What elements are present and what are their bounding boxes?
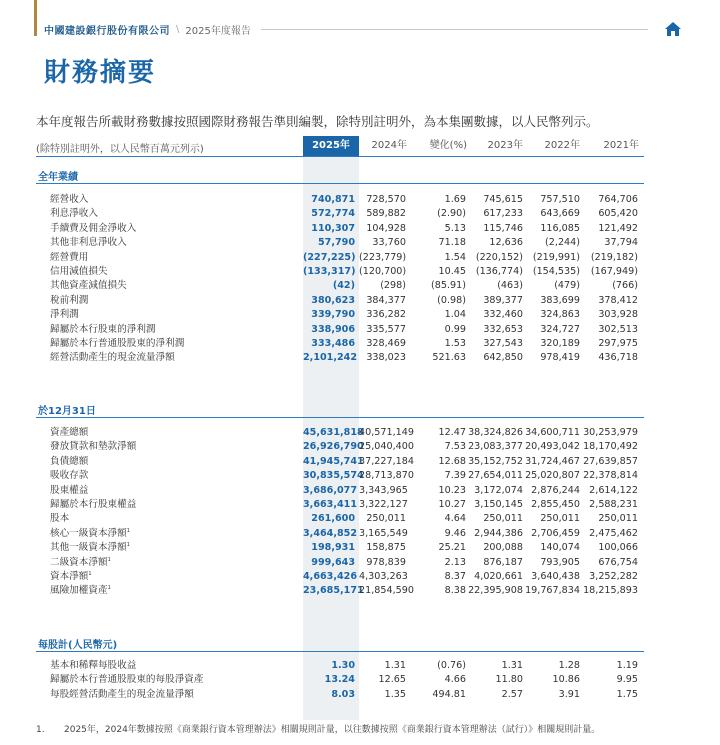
unit-note: (除特別註明外，以人民幣百萬元列示) [36,144,204,155]
cell-value: 297,975 [598,338,638,349]
cell-value: 8.38 [444,585,466,597]
cell-value: 1.35 [384,688,406,700]
cell-value: 617,233 [483,208,523,220]
row-label-text: 股本 [50,513,70,525]
table-header [36,136,644,157]
cell-value: 25,040,400 [359,441,414,453]
cell-value: 436,718 [598,352,638,364]
column-header-2023: 2023年 [487,140,523,151]
cell-value: (766) [612,280,638,292]
cell-value: 605,420 [598,208,638,220]
cell-value: 7.53 [444,441,466,453]
table-row [36,351,644,365]
section-title: 全年業績 [38,172,78,183]
table-row [36,308,644,322]
cell-value: (2,244) [545,237,580,249]
row-label-text: 吸收存款 [50,470,89,482]
row-label-text: 其他一級資本淨額 [50,542,127,554]
cell-value: 335,577 [366,323,406,335]
table-row [36,688,644,702]
cell-value: 22,395,908 [468,585,523,597]
cell-value: 3,343,965 [359,484,408,496]
row-label-text: 每股經營活動產生的現金流量淨額 [50,688,194,700]
cell-value: 1.30 [331,660,355,671]
row-label [50,351,175,365]
table-row [36,455,644,469]
cell-value: 250,011 [598,513,638,525]
cell-value: 30,835,574 [303,470,364,482]
cell-value: 110,307 [311,222,355,234]
cell-value: 18,170,492 [583,441,638,453]
cell-value: 33,760 [372,237,406,249]
cell-value: (220,152) [475,251,523,263]
cell-value: 7.39 [444,470,466,482]
cell-value: 3,464,852 [303,527,358,539]
header-accent-bar [34,0,37,36]
cell-value: (2.90) [437,208,466,220]
cell-value: 757,510 [540,194,580,205]
row-label [50,541,130,555]
row-label-text: 經營費用 [50,251,89,263]
cell-value: (219,991) [532,251,580,263]
column-header-2022: 2022年 [544,140,580,151]
row-label-text: 歸屬於本行普通股股東的每股淨資產 [50,674,204,686]
cell-value: 2,614,122 [589,484,638,496]
table-row [36,498,644,512]
cell-value: 38,324,826 [468,427,523,438]
cell-value: 23,083,377 [468,441,523,453]
row-label-text: 稅前利潤 [50,294,89,306]
cell-value: (0.76) [437,660,466,671]
cell-value: (219,182) [590,251,638,263]
cell-value: 389,377 [483,294,523,306]
row-label-text: 歸屬於本行股東權益 [50,499,137,510]
cell-value: 41,945,741 [303,455,364,467]
footnote [36,722,676,735]
cell-value: 34,600,711 [525,427,580,438]
row-label-text: 發放貸款和墊款淨額 [50,441,137,453]
page-header [44,19,684,39]
cell-value: 589,882 [366,208,406,220]
cell-value: 383,699 [540,294,580,306]
cell-value: (154,535) [532,266,580,277]
table-row [36,556,644,570]
cell-value: 250,011 [366,513,406,525]
table-row [36,207,644,221]
row-label-text: 其他非利息淨收入 [50,237,127,249]
cell-value: (227,225) [303,251,356,263]
cell-value: 27,654,011 [468,470,523,482]
cell-value: 332,460 [483,309,523,321]
cell-value: 328,469 [366,338,406,349]
cell-value: 115,746 [483,222,523,234]
cell-value: 339,790 [311,309,355,321]
footnote-text: 2025年，2024年數據按照《商業銀行資本管理辦法》相關規則計量，以往數據按照《商業銀行資本管理辦法（試行）》相關規則計量。 [64,725,601,735]
cell-value: 22,378,814 [583,470,638,482]
section-header [36,166,644,184]
cell-value: 4,663,426 [303,571,358,582]
cell-value: 380,623 [311,294,355,306]
table-row [36,222,644,236]
cell-value: 104,928 [366,222,406,234]
cell-value: 2.13 [444,556,466,568]
table-row [36,584,644,598]
cell-value: 3,640,438 [531,571,580,582]
cell-value: 3,172,074 [474,484,523,496]
section-title: 於12月31日 [38,406,96,417]
footnote-marker: 1 [107,556,111,563]
cell-value: 3,663,411 [303,499,358,510]
cell-value: 3,252,282 [589,571,638,582]
cell-value: 158,875 [366,542,406,554]
section-divider [36,651,644,652]
cell-value: 10.45 [438,266,466,277]
cell-value: 2,876,244 [531,484,580,496]
cell-value: 3,686,077 [303,484,358,496]
row-label-text: 資本淨額 [50,571,89,582]
cell-value: 0.99 [444,323,466,335]
cell-value: 12,636 [489,237,523,249]
row-label [50,584,111,598]
row-label [50,512,69,526]
section-header [36,400,644,418]
table-row [36,527,644,541]
cell-value: 4.66 [444,674,466,686]
cell-value: 2.57 [501,688,523,700]
cell-value: 338,023 [366,352,406,364]
section-divider [36,183,644,184]
cell-value: 4.64 [444,513,466,525]
row-label [50,294,88,308]
section-title: 每股計(人民幣元) [38,640,118,651]
row-label-text: 利息淨收入 [50,208,98,220]
cell-value: 9.46 [444,527,466,539]
cell-value: 1.53 [444,338,466,349]
table-row [36,193,644,207]
row-label-text: 資產總額 [50,427,89,438]
cell-value: 324,727 [540,323,580,335]
cell-value: 338,906 [311,323,355,335]
table-row [36,294,644,308]
cell-value: 384,377 [366,294,406,306]
cell-value: 23,685,171 [303,585,364,597]
cell-value: 13.24 [324,674,355,686]
cell-value: 37,794 [604,237,638,249]
table-row [36,484,644,498]
cell-value: 71.18 [438,237,466,249]
cell-value: 4,020,661 [474,571,523,582]
row-label [50,337,184,351]
cell-value: 302,513 [598,323,638,335]
cell-value: 121,492 [598,222,638,234]
cell-value: 250,011 [483,513,523,525]
cell-value: 10.23 [438,484,466,496]
cell-value: 8.03 [331,688,355,700]
cell-value: 2,855,450 [531,499,580,510]
table-row [36,659,644,673]
cell-value: (42) [332,280,355,292]
cell-value: 745,615 [483,194,523,205]
row-label [50,556,111,570]
row-label-text: 信用減值損失 [50,266,108,277]
table-row [36,236,644,250]
cell-value: 28,713,870 [359,470,414,482]
table-row [36,541,644,555]
row-label-text: 二級資本淨額 [50,556,108,568]
section-header [36,634,644,652]
cell-value: 1.28 [558,660,580,671]
table-row [36,512,644,526]
row-label [50,498,136,512]
report-name: 2025年度報告 [185,25,251,37]
cell-value: 45,631,818 [303,427,364,438]
row-label [50,440,136,454]
cell-value: 198,931 [311,542,355,554]
row-label-text: 經營活動產生的現金流量淨額 [50,352,175,364]
cell-value: 676,754 [598,556,638,568]
cell-value: 5.13 [444,222,466,234]
cell-value: 2,588,231 [589,499,638,510]
cell-value: 332,653 [483,323,523,335]
column-header-2021: 2021年 [603,140,639,151]
footnote-marker: 1 [126,527,130,534]
cell-value: 324,863 [540,309,580,321]
section-divider [36,417,644,418]
cell-value: (120,700) [359,266,407,277]
row-label [50,193,88,207]
cell-value: 643,669 [540,208,580,220]
table-row [36,251,644,265]
row-label-text: 經營收入 [50,194,89,205]
cell-value: (479) [554,280,580,292]
row-label-text: 股東權益 [50,484,89,496]
row-label-text: 負債總額 [50,455,89,467]
header-divider [261,29,648,30]
cell-value: 320,189 [540,338,580,349]
row-label-text: 基本和稀釋每股收益 [50,660,137,671]
column-header-2025: 2025年 [303,136,359,156]
row-label-text: 核心一級資本淨額 [50,527,127,539]
cell-value: 100,066 [598,542,638,554]
row-label [50,265,108,279]
cell-value: 4,303,263 [359,571,408,582]
cell-value: 572,774 [311,208,355,220]
row-label-text: 手續費及佣金淨收入 [50,222,137,234]
row-label [50,455,88,469]
cell-value: 26,926,790 [303,441,364,453]
row-label [50,251,88,265]
cell-value: (298) [380,280,406,292]
cell-value: 2,475,462 [589,527,638,539]
cell-value: 642,850 [483,352,523,364]
cell-value: 978,419 [540,352,580,364]
footnote-number: 1. [36,725,45,735]
row-label [50,469,88,483]
cell-value: (167,949) [590,266,638,277]
cell-value: 521.63 [432,352,466,364]
page-title: 財務摘要 [44,58,157,88]
row-label-text: 淨利潤 [50,309,79,321]
cell-value: 494.81 [432,688,466,700]
cell-value: 336,282 [366,309,406,321]
cell-value: 8.37 [444,571,466,582]
cell-value: 793,905 [540,556,580,568]
cell-value: 30,253,979 [583,427,638,438]
cell-value: 18,215,893 [583,585,638,597]
column-header-change: 變化(%) [429,140,467,151]
cell-value: 728,570 [366,194,406,205]
cell-value: 116,085 [540,222,580,234]
row-label [50,308,79,322]
footnote-marker: 1 [107,585,111,592]
cell-value: 1.75 [616,688,638,700]
row-label [50,323,156,337]
cell-value: 1.31 [501,660,523,671]
cell-value: 140,074 [540,542,580,554]
row-label [50,570,92,584]
breadcrumb-separator: \ [176,23,180,35]
row-label [50,207,98,221]
cell-value: 25,020,807 [525,470,580,482]
row-label [50,236,127,250]
cell-value: 2,706,459 [531,527,580,539]
cell-value: 57,790 [317,237,355,249]
row-label [50,279,127,293]
cell-value: 9.95 [616,674,638,686]
cell-value: 740,871 [311,194,355,205]
table-row [36,426,644,440]
cell-value: 764,706 [598,194,638,205]
cell-value: 1.19 [616,660,638,671]
cell-value: 19,767,834 [525,585,580,597]
cell-value: 31,724,467 [525,455,580,467]
row-label [50,426,88,440]
cell-value: 2,944,386 [474,527,523,539]
cell-value: 1.54 [444,251,466,263]
column-header-2024: 2024年 [371,140,407,151]
cell-value: 876,187 [483,556,523,568]
footnote-marker: 1 [88,570,92,577]
table-row [36,440,644,454]
row-label [50,222,136,236]
row-label-text: 歸屬於本行股東的淨利潤 [50,323,156,335]
cell-value: 999,643 [311,556,355,568]
cell-value: (463) [497,280,523,292]
cell-value: 261,600 [311,513,355,525]
cell-value: (0.98) [437,294,466,306]
row-label [50,484,88,498]
cell-value: 12.65 [378,674,406,686]
cell-value: 12.68 [438,455,466,467]
cell-value: 978,839 [366,556,406,568]
table-row [36,469,644,483]
row-label [50,659,136,673]
home-icon[interactable] [662,19,684,39]
cell-value: 1.69 [444,194,466,205]
cell-value: 3.91 [558,688,580,700]
row-label-text: 其他資產減值損失 [50,280,127,292]
cell-value: 25.21 [438,542,466,554]
row-label [50,673,204,687]
table-row [36,570,644,584]
cell-value: 10.27 [438,499,466,510]
cell-value: 3,150,145 [474,499,523,510]
cell-value: 40,571,149 [359,427,414,438]
cell-value: 1.31 [384,660,406,671]
cell-value: 37,227,184 [359,455,414,467]
footnote-marker: 1 [126,542,130,548]
cell-value: 27,639,857 [583,455,638,467]
bank-name: 中國建設銀行股份有限公司 [44,25,170,37]
cell-value: 250,011 [540,513,580,525]
table-row [36,279,644,293]
cell-value: 303,928 [598,309,638,321]
table-row [36,337,644,351]
cell-value: 1.04 [444,309,466,321]
cell-value: 200,088 [483,542,523,554]
row-label-text: 歸屬於本行普通股股東的淨利潤 [50,338,185,349]
row-label-text: 風險加權資產 [50,585,108,597]
cell-value: 327,543 [483,338,523,349]
row-label [50,688,194,702]
cell-value: 21,854,590 [359,585,414,597]
cell-value: 20,493,042 [525,441,580,453]
cell-value: 10.86 [552,674,580,686]
cell-value: (85.91) [431,280,466,292]
table-row [36,673,644,687]
row-label [50,527,130,541]
table-row [36,265,644,279]
cell-value: 12.47 [438,427,466,438]
cell-value: (136,774) [475,266,523,277]
cell-value: 2,101,242 [303,352,358,364]
cell-value: 35,152,752 [468,455,523,467]
cell-value: (133,317) [303,266,356,277]
cell-value: 333,486 [311,338,355,349]
cell-value: 3,165,549 [359,527,408,539]
table-row [36,323,644,337]
cell-value: 3,322,127 [359,499,408,510]
cell-value: 11.80 [495,674,523,686]
cell-value: (223,779) [359,251,407,263]
intro-text: 本年度報告所載財務數據按照國際財務報告準則編製，除特別註明外，為本集團數據，以人民幣列示。 [36,114,599,129]
cell-value: 378,412 [598,294,638,306]
